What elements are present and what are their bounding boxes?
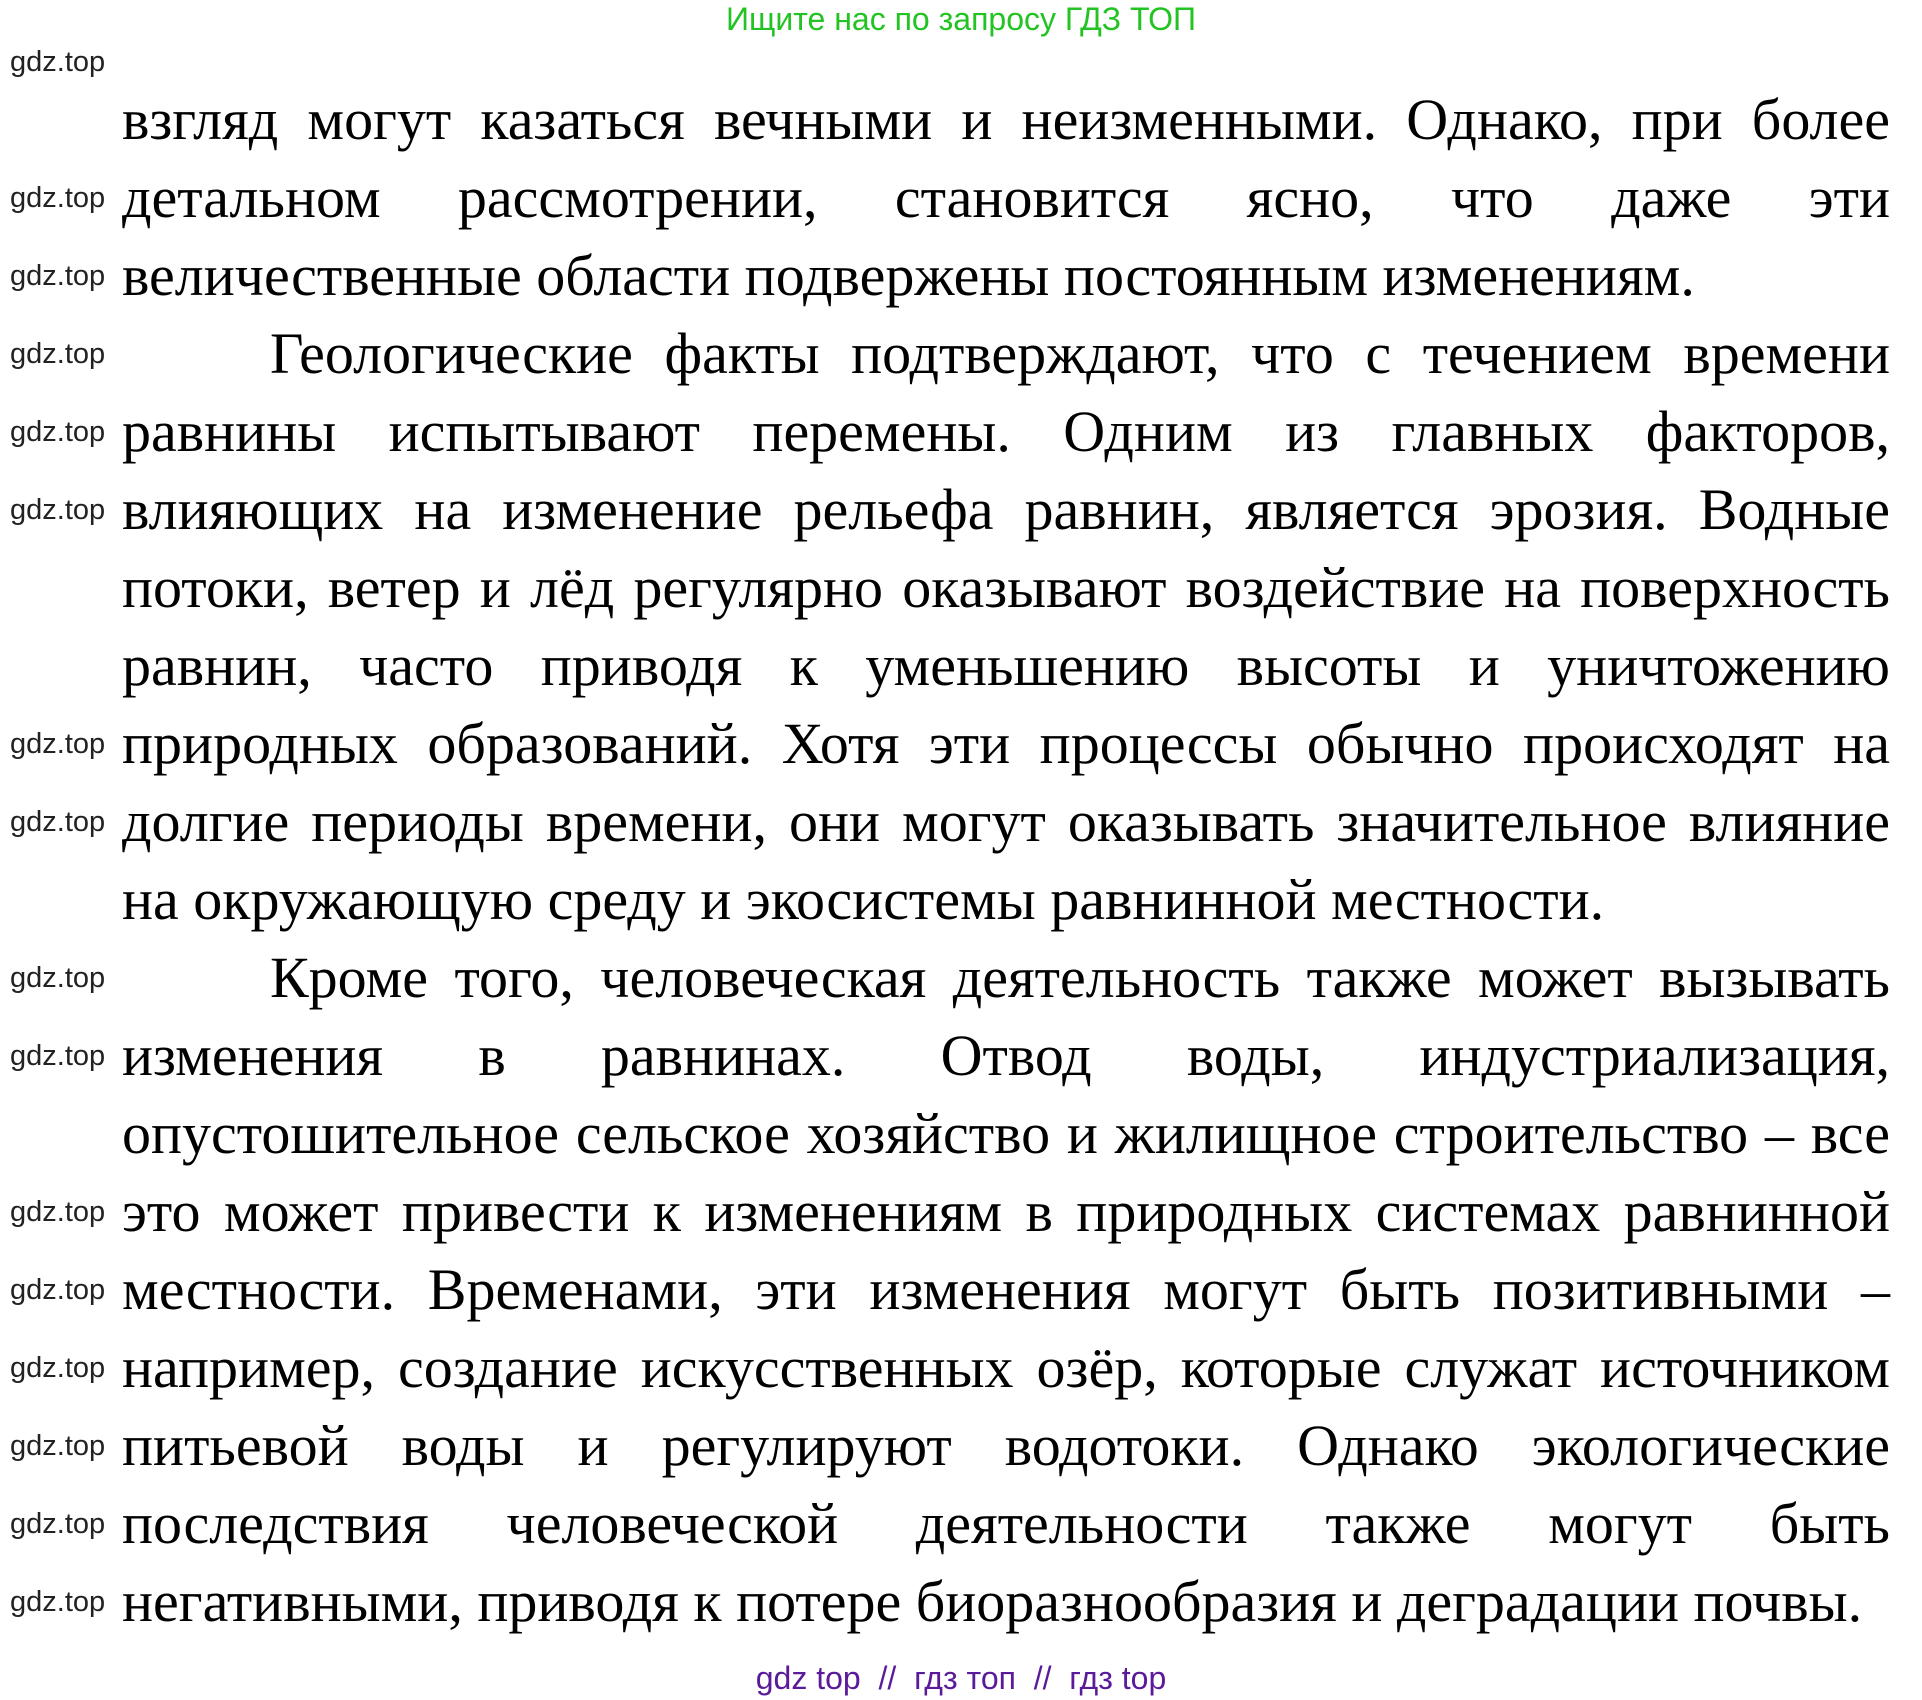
promo-header: Ищите нас по запросу ГДЗ ТОП <box>726 1 1196 37</box>
text-line: последствия человеческой деятельности также могут быть <box>122 1491 1890 1556</box>
text-line: на окружающую среду и экосистемы равнинной местности. <box>122 867 1605 932</box>
watermark: gdz.top <box>10 416 106 448</box>
watermark: gdz.top <box>10 728 106 760</box>
text-line: питьевой воды и регулируют водотоки. Однако экологические <box>122 1413 1890 1478</box>
watermark: gdz.top <box>10 962 106 994</box>
text-line: природных образований. Хотя эти процессы обычно происходят на <box>122 711 1890 776</box>
text-line: равнин, часто приводя к уменьшению высоты и уничтожению <box>122 633 1890 698</box>
watermark: gdz.top <box>10 182 106 214</box>
text-line: детальном рассмотрении, становится ясно, что даже эти <box>122 165 1890 230</box>
watermark: gdz.top <box>10 46 106 78</box>
text-line: Геологические факты подтверждают, что с течением времени <box>270 321 1890 386</box>
watermark: gdz.top <box>10 260 106 292</box>
watermark: gdz.top <box>10 1196 106 1228</box>
text-line: это может привести к изменениям в природных системах равнинной <box>122 1179 1890 1244</box>
watermark: gdz.top <box>10 338 106 370</box>
watermark: gdz.top <box>10 1040 106 1072</box>
text-line: изменения в равнинах. Отвод воды, индустриализация, <box>122 1023 1890 1088</box>
watermark: gdz.top <box>10 1274 106 1306</box>
text-line: например, создание искусственных озёр, которые служат источником <box>122 1335 1890 1400</box>
footer-links: gdz top // гдз топ // гдз top <box>755 1660 1167 1696</box>
text-line: негативными, приводя к потере биоразнообразия и деградации почвы. <box>122 1569 1863 1634</box>
text-line: опустошительное сельское хозяйство и жилищное строительство – все <box>122 1101 1890 1166</box>
text-line: Кроме того, человеческая деятельность также может вызывать <box>270 945 1890 1010</box>
watermark: gdz.top <box>10 494 106 526</box>
text-line: величественные области подвержены постоянным изменениям. <box>122 243 1695 308</box>
text-line: равнины испытывают перемены. Одним из главных факторов, <box>122 399 1890 464</box>
text-line: потоки, ветер и лёд регулярно оказывают воздействие на поверхность <box>122 555 1890 620</box>
text-line: взгляд могут казаться вечными и неизменными. Однако, при более <box>122 87 1890 152</box>
text-line: долгие периоды времени, они могут оказывать значительное влияние <box>122 789 1890 854</box>
watermark: gdz.top <box>10 1586 106 1618</box>
document-body <box>122 81 1890 1641</box>
watermark: gdz.top <box>10 806 106 838</box>
watermark: gdz.top <box>10 1352 106 1384</box>
text-line: местности. Временами, эти изменения могут быть позитивными – <box>122 1257 1890 1322</box>
watermark: gdz.top <box>10 1508 106 1540</box>
watermark: gdz.top <box>10 1430 106 1462</box>
text-line: влияющих на изменение рельефа равнин, является эрозия. Водные <box>122 477 1890 542</box>
